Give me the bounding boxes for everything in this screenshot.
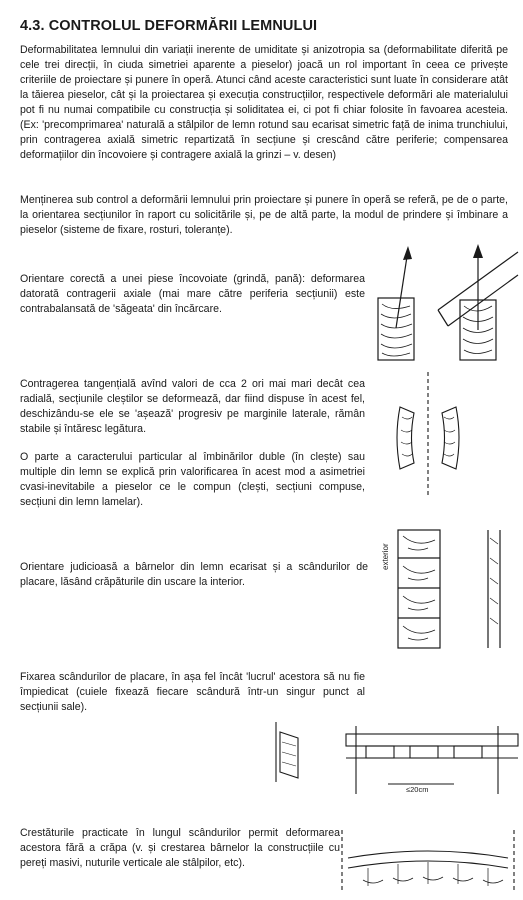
section-heading: 4.3. CONTROLUL DEFORMĂRII LEMNULUI (20, 18, 318, 34)
item-board-orientation: Orientare judicioasă a bârnelor din lemn ecarisat și a scândurilor de placare, lăsând crăpăturile din uscare la interior. (20, 561, 368, 588)
item-tangential-shrinkage: Contragerea tangențială avînd valori de cca 2 ori mai mari decât cea radială, secțiunile cleștilor se deformează, dar fiind dispuse în acest fel, deschizându-se ele se 'așează' progresiv pe marginile laterale, rămân stabile și întăresc legătura. (20, 378, 365, 435)
nailing-detail-drawing (268, 712, 520, 812)
item-board-fixing: Fixarea scândurilor de placare, în așa fel încât 'lucrul' acestora să nu fie împiedicat (cuiele fixează fiecare scândură într-un singur punct al secțiunii sale). (20, 671, 365, 713)
clamp-section-drawing (388, 372, 468, 497)
intro-paragraph-2: Menținerea sub control a deformării lemnului prin proiectare și punere în operă se referă, pe de o parte, la orientarea secțiunilor în raport cu solicitările și, pe de altă parte, la modul de prindere și îmbinare a pieselor (sisteme de fixare, rosturi, toleranțe). (20, 194, 508, 236)
intro-paragraph-1: Deformabilitatea lemnului din variații inerente de umiditate și anizotropia sa (deformabilitate diferită pe cele trei direcții, în ciuda simetriei aparente a pieselor) joacă un rol important în ceea ce privește criteriile de proiectare și punere în operă. Atunci când aceste caracteristici sunt luate în considerare atât la tăierea pieselor, cât și la proiectarea și execuția construcțiilor, respectivele deformări ale materialului pot fi nu numai compatibile cu construcția și soliditatea ei, ci pot fi chiar folosite în favoarea acesteia. (Ex: 'precomprimarea' naturală a stâlpilor de lemn rotund sau ecarisat simetric față de inima trunchiului, prin contragerea axială simetric repartizată în secțiune și crescând către periferie; compensarea deformațiilor din încovoiere și contragere axială la grinzi – v. desen) (20, 44, 508, 161)
beam-orientation-drawing (370, 240, 520, 365)
item-beam-orientation: Orientare corectă a unei piese încovoiate (grindă, pană): deformarea datorată contragerii axiale (mai mare către periferia secțiunii) este contrabalansată de 'săgeata' din încărcare. (20, 273, 365, 315)
item-double-joints: O parte a caracterului particular al îmbinărilor duble (în clește) sau multiple din lemn se explică prin valorificarea în acest mod a asimetriei cvasi-inevitabile a pieselor ce le compun (clești, secțiuni compuse, secțiuni din lemn lamelar). (20, 451, 365, 508)
wall-boards-drawing (378, 528, 518, 653)
item-board-grooves: Crestăturile practicate în lungul scândurilor permit deformarea acestora fără a crăpa (v. și crestarea bârnelor la construcțiile cu pereți masivi, nuturile verticale ale stâlpilor, etc). (20, 827, 340, 869)
dimension-label: ≤20cm (406, 785, 429, 794)
board-grooves-drawing (338, 822, 518, 894)
exterior-label: exterior (381, 543, 390, 570)
